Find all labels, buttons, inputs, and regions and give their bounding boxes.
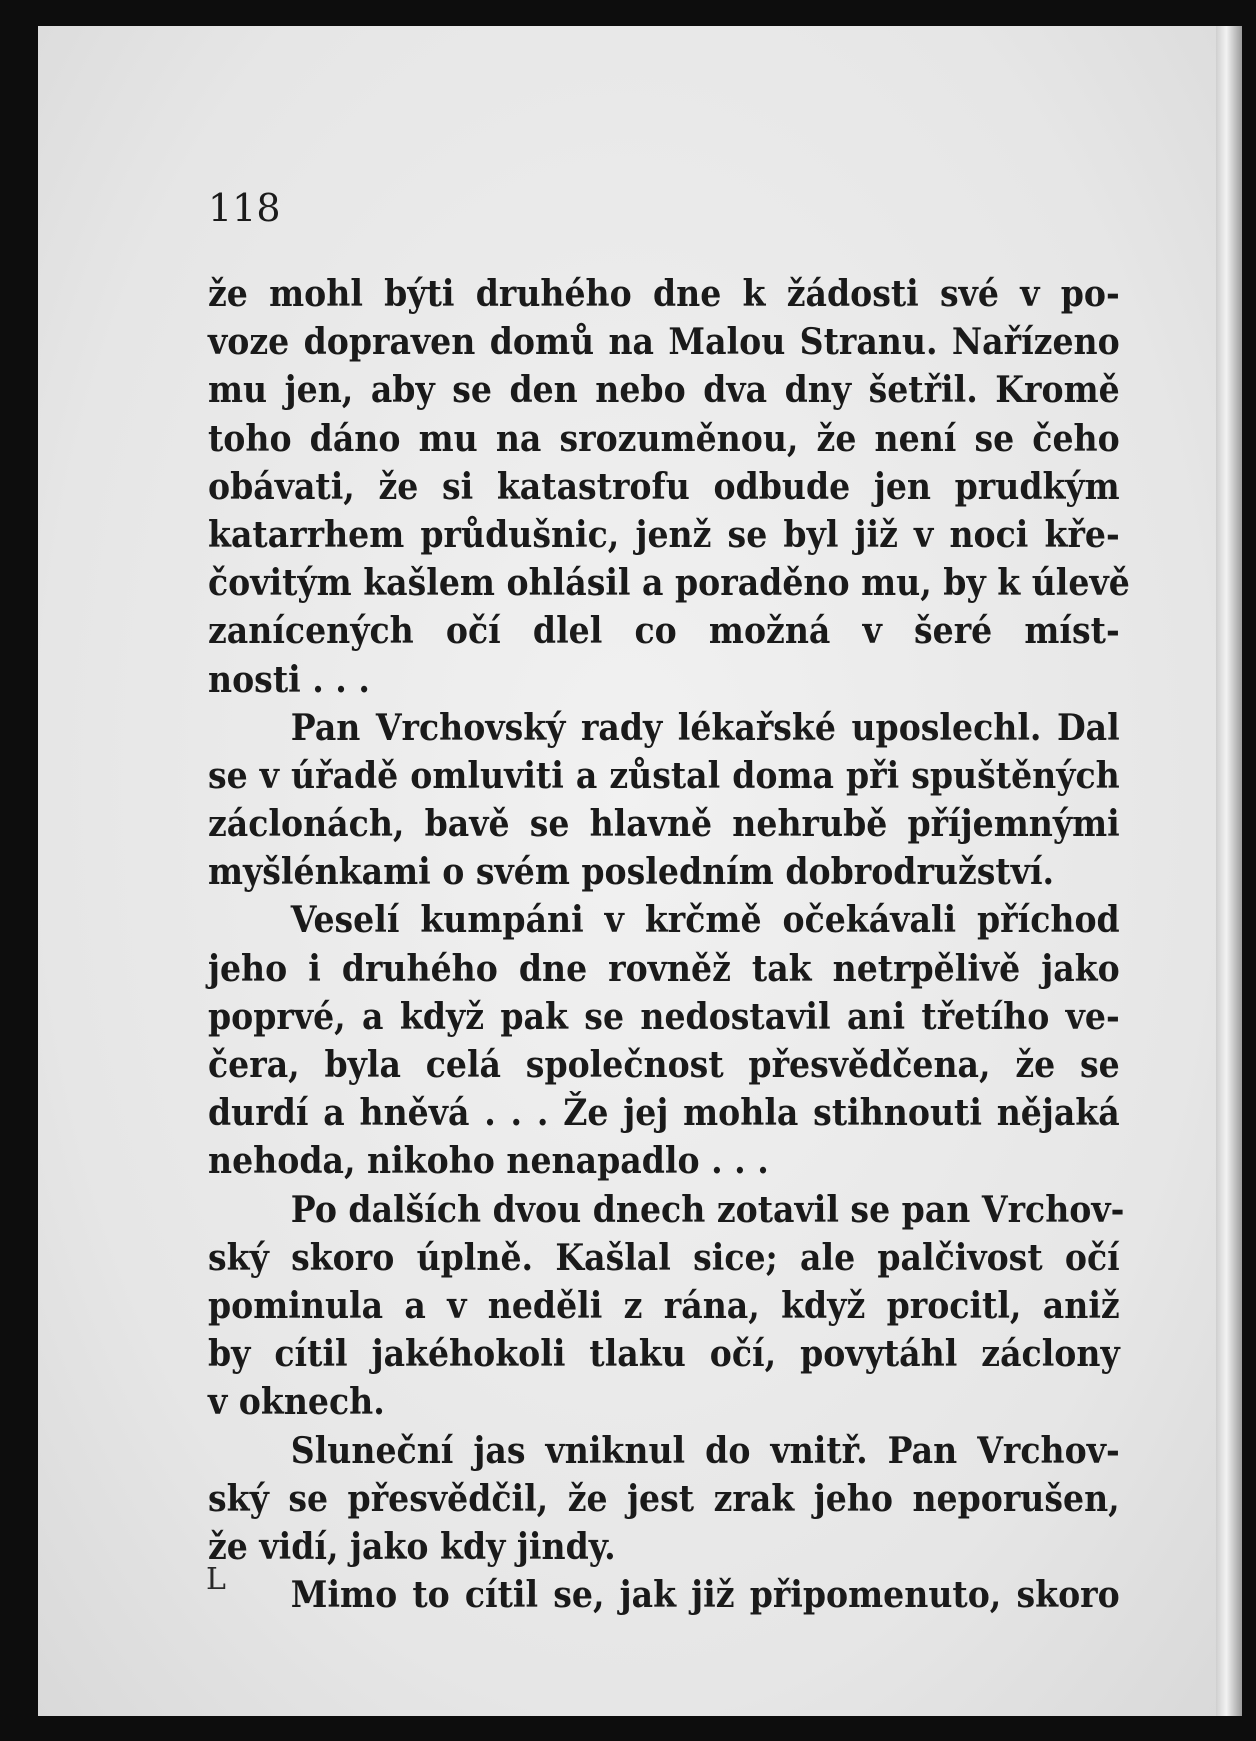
text-line: obávati, že si katastrofu odbude jen prudkým (208, 465, 1120, 508)
text-line: že vidí, jako kdy jindy. (208, 1525, 616, 1568)
text-line: čovitým kašlem ohlásil a poraděno mu, by k úlevě (208, 562, 1130, 605)
text-line: nosti . . . (208, 658, 370, 701)
text-line: záclonách, bavě se hlavně nehrubě příjemnými (208, 803, 1120, 846)
text-line: myšlénkami o svém posledním dobrodružství. (208, 851, 1055, 894)
text-line: nehoda, nikoho nenapadlo . . . (208, 1140, 769, 1183)
text-line: katarrhem průdušnic, jenž se byl již v noci kře- (208, 513, 1120, 556)
text-line: voze dopraven domů na Malou Stranu. Nařízeno (208, 321, 1120, 364)
text-line: se v úřadě omluviti a zůstal doma při spuštěných (208, 754, 1120, 797)
page-edge (1216, 26, 1242, 1716)
text-line: pominula a v neděli z rána, když procitl, aniž (208, 1284, 1120, 1327)
text-line: by cítil jakéhokoli tlaku očí, povytáhl záclony (208, 1333, 1120, 1376)
body-text (208, 270, 1130, 1619)
text-line: čera, byla celá společnost přesvědčena, že se (208, 1044, 1120, 1086)
text-line: zanícených očí dlel co možná v šeré míst- (208, 610, 1120, 653)
text-line: že mohl býti druhého dne k žádosti své v po- (208, 273, 1120, 315)
text-line: durdí a hněvá . . . Že jej mohla stihnouti nějaká (208, 1092, 1120, 1135)
text-line: poprvé, a když pak se nedostavil ani třetího ve- (208, 995, 1120, 1038)
text-line: Veselí kumpáni v krčmě očekávali příchod (290, 899, 1120, 942)
text-line: ský se přesvědčil, že jest zrak jeho neporušen, (208, 1477, 1120, 1520)
text-line: ský skoro úplně. Kašlal sice; ale palčivost očí (208, 1236, 1120, 1279)
text-line: jeho i druhého dne rovněž tak netrpělivě jako (208, 947, 1120, 990)
margin-mark: L (206, 1562, 226, 1597)
page-number: 118 (208, 186, 281, 230)
text-line: Mimo to cítil se, jak již připomenuto, skoro (290, 1574, 1120, 1617)
text-line: Sluneční jas vniknul do vnitř. Pan Vrchov- (290, 1429, 1120, 1472)
text-line: toho dáno mu na srozuměnou, že není se čeho (208, 417, 1120, 460)
text-line: Pan Vrchovský rady lékařské uposlechl. Dal (290, 706, 1120, 749)
text-line: mu jen, aby se den nebo dva dny šetřil. Kromě (208, 369, 1120, 412)
text-line: Po dalších dvou dnech zotavil se pan Vrchov- (290, 1188, 1125, 1231)
text-line: v oknech. (208, 1381, 385, 1424)
